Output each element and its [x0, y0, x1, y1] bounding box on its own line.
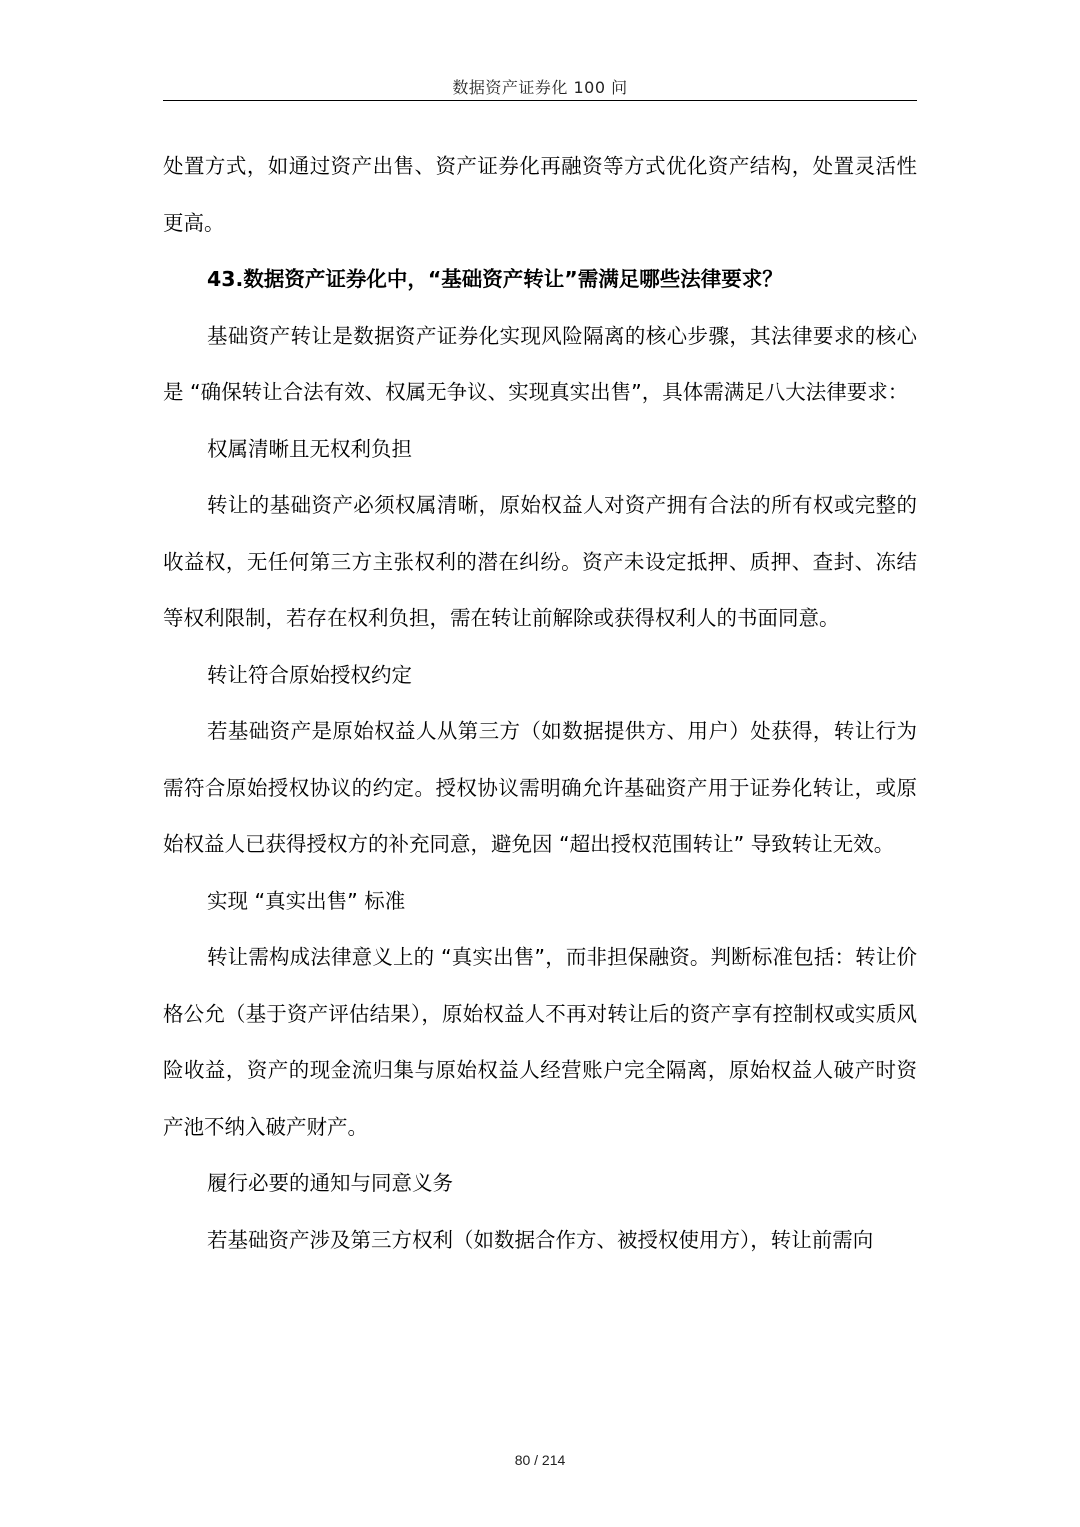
requirement-title: 权属清晰且无权利负担: [207, 436, 412, 461]
header-divider: [163, 100, 917, 101]
running-header-title: 数据资产证券化 100 问: [452, 78, 628, 97]
requirement-paragraph: 转让的基础资产必须权属清晰，原始权益人对资产拥有合法的所有权或完整的收益权，无任何第三方主张权利的潜在纠纷。资产未设定抵押、质押、查封、冻结等权利限制，若存在权利负担，需在转让前解除或获得权利人的书面同意。: [163, 493, 917, 630]
requirement-paragraph: 转让需构成法律意义上的 “真实出售”，而非担保融资。判断标准包括：转让价格公允（基于资产评估结果），原始权益人不再对转让后的资产享有控制权或实质风险收益，资产的现金流归集与原始权益人经营账户完全隔离，原始权益人破产时资产池不纳入破产财产。: [163, 945, 917, 1139]
answer-intro-paragraph: 基础资产转让是数据资产证券化实现风险隔离的核心步骤，其法律要求的核心是 “确保转让合法有效、权属无争议、实现真实出售”，具体需满足八大法律要求：: [163, 323, 917, 404]
requirement-title: 转让符合原始授权约定: [207, 662, 412, 687]
page-number: 80 / 214: [514, 1452, 566, 1468]
requirement-title: 实现 “真实出售” 标准: [207, 888, 406, 913]
document-body: [163, 138, 917, 1268]
requirement-paragraph: 若基础资产涉及第三方权利（如数据合作方、被授权使用方），转让前需向: [207, 1227, 874, 1252]
requirement-paragraph: 若基础资产是原始权益人从第三方（如数据提供方、用户）处获得，转让行为需符合原始授权协议的约定。授权协议需明确允许基础资产用于证券化转让，或原始权益人已获得授权方的补充同意，避免因 “超出授权范围转让” 导致转让无效。: [163, 719, 917, 856]
requirement-title: 履行必要的通知与同意义务: [207, 1171, 453, 1195]
paragraph-continuation: 处置方式，如通过资产出售、资产证券化再融资等方式优化资产结构，处置灵活性更高。: [163, 154, 917, 235]
question-heading: 43.数据资产证券化中，“基础资产转让”需满足哪些法律要求？: [207, 267, 783, 291]
